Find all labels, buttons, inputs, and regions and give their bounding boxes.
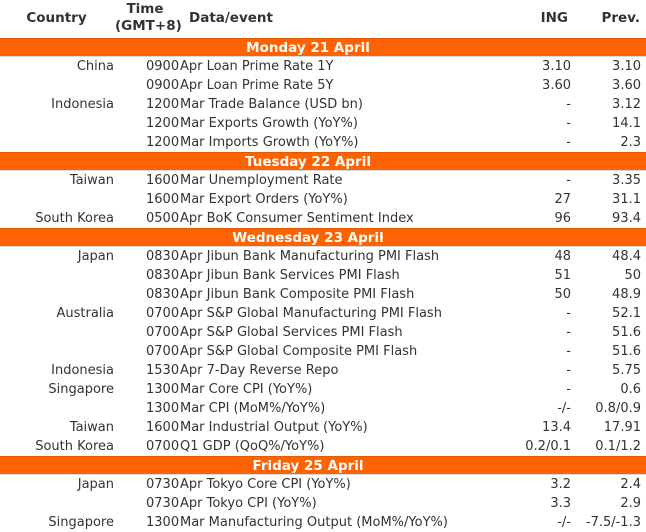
row-event: Apr S&P Global Services PMI Flash [180,325,403,340]
row-time: 1200 [146,116,180,131]
row-event: Apr Tokyo CPI (YoY%) [180,496,317,511]
day-section [0,38,646,152]
day-header: Monday 21 April [0,38,646,57]
row-time: 0900 [146,59,180,74]
row-previous: 50 [624,268,641,283]
row-event: Apr Loan Prime Rate 5Y [180,78,334,93]
row-ing-forecast: 3.2 [550,477,571,492]
row-time: 0730 [146,496,180,511]
row-time: 0700 [146,306,180,321]
row-time: 1200 [146,97,180,112]
row-event: Mar Exports Growth (YoY%) [180,116,358,131]
row-previous: 0.8/0.9 [595,401,641,416]
row-time: 0900 [146,78,180,93]
row-event: Apr S&P Global Composite PMI Flash [180,344,418,359]
row-event: Mar Industrial Output (YoY%) [180,420,368,435]
header-event: Data/event [189,10,273,26]
row-ing-forecast: - [566,173,571,188]
row-ing-forecast: - [566,344,571,359]
table-row [0,57,646,76]
header-time: Time (GMT+8) [115,1,182,34]
row-country: Taiwan [69,173,114,188]
row-ing-forecast: - [566,325,571,340]
row-time: 0700 [146,325,180,340]
row-country: China [76,59,114,74]
table-row [0,494,646,513]
row-time: 1600 [146,173,180,188]
row-event: Apr Loan Prime Rate 1Y [180,59,334,74]
header-country: Country [26,10,87,26]
table-row [0,304,646,323]
row-previous: 93.4 [612,211,641,226]
header-prev: Prev. [601,10,640,26]
row-ing-forecast: - [566,306,571,321]
table-row [0,266,646,285]
row-country: Australia [56,306,114,321]
row-country: Singapore [48,382,114,397]
row-event: Apr Jibun Bank Manufacturing PMI Flash [180,249,440,264]
row-country: Indonesia [51,97,114,112]
table-row [0,133,646,152]
row-country: South Korea [35,439,114,454]
row-time: 0500 [146,211,180,226]
table-body [0,38,646,532]
row-previous: 51.6 [612,325,641,340]
row-event: Mar CPI (MoM%/YoY%) [180,401,326,416]
table-row [0,285,646,304]
table-row [0,361,646,380]
row-ing-forecast: - [566,135,571,150]
row-time: 0700 [146,439,180,454]
table-row [0,513,646,532]
table-row [0,209,646,228]
day-section [0,456,646,532]
table-row [0,76,646,95]
row-event: Apr BoK Consumer Sentiment Index [180,211,414,226]
row-event: Mar Core CPI (YoY%) [180,382,313,397]
row-ing-forecast: 3.60 [542,78,571,93]
row-previous: 51.6 [612,344,641,359]
row-ing-forecast: 0.2/0.1 [525,439,571,454]
row-time: 0730 [146,477,180,492]
row-event: Mar Imports Growth (YoY%) [180,135,359,150]
row-previous: 3.10 [612,59,641,74]
row-ing-forecast: 3.10 [542,59,571,74]
row-previous: 3.35 [612,173,641,188]
row-ing-forecast: - [566,382,571,397]
row-ing-forecast: 48 [554,249,571,264]
row-ing-forecast: 96 [554,211,571,226]
row-previous: 52.1 [612,306,641,321]
row-previous: 0.1/1.2 [595,439,641,454]
table-header [0,0,646,38]
row-country: Japan [77,477,114,492]
row-event: Apr S&P Global Manufacturing PMI Flash [180,306,442,321]
day-header: Wednesday 23 April [0,228,646,247]
row-previous: 2.4 [620,477,641,492]
row-previous: 0.6 [620,382,641,397]
row-previous: 17.91 [603,420,641,435]
row-ing-forecast: 3.3 [550,496,571,511]
row-previous: 2.9 [620,496,641,511]
row-ing-forecast: 51 [554,268,571,283]
row-time: 1200 [146,135,180,150]
table-row [0,171,646,190]
row-time: 1600 [146,420,180,435]
row-country: Taiwan [69,420,114,435]
row-time: 1300 [146,515,180,530]
row-ing-forecast: - [566,363,571,378]
table-row [0,399,646,418]
row-previous: -7.5/-1.3 [585,515,641,530]
row-previous: 5.75 [612,363,641,378]
day-section [0,228,646,456]
row-country: Japan [77,249,114,264]
table-row [0,475,646,494]
table-row [0,380,646,399]
row-ing-forecast: 27 [554,192,571,207]
row-country: Indonesia [51,363,114,378]
row-event: Apr Tokyo Core CPI (YoY%) [180,477,351,492]
table-row [0,342,646,361]
day-section [0,152,646,228]
row-country: Singapore [48,515,114,530]
row-previous: 3.60 [612,78,641,93]
row-previous: 31.1 [612,192,641,207]
row-previous: 14.1 [612,116,641,131]
table-row [0,247,646,266]
table-row [0,114,646,133]
row-previous: 48.4 [612,249,641,264]
row-time: 0830 [146,268,180,283]
table-row [0,323,646,342]
row-event: Apr Jibun Bank Composite PMI Flash [180,287,415,302]
row-time: 1300 [146,382,180,397]
row-previous: 2.3 [620,135,641,150]
row-event: Mar Manufacturing Output (MoM%/YoY%) [180,515,448,530]
day-header: Tuesday 22 April [0,152,646,171]
row-ing-forecast: -/- [557,515,571,530]
row-time: 0830 [146,249,180,264]
row-event: Mar Trade Balance (USD bn) [180,97,363,112]
row-ing-forecast: 13.4 [542,420,571,435]
row-ing-forecast: -/- [557,401,571,416]
row-event: Mar Unemployment Rate [180,173,343,188]
table-row [0,418,646,437]
table-row [0,95,646,114]
day-header: Friday 25 April [0,456,646,475]
row-country: South Korea [35,211,114,226]
row-event: Q1 GDP (QoQ%/YoY%) [180,439,325,454]
row-ing-forecast: - [566,116,571,131]
row-ing-forecast: - [566,97,571,112]
header-ing: ING [540,10,568,26]
row-time: 1600 [146,192,180,207]
row-ing-forecast: 50 [554,287,571,302]
row-event: Apr 7-Day Reverse Repo [180,363,339,378]
row-time: 0830 [146,287,180,302]
row-previous: 48.9 [612,287,641,302]
row-previous: 3.12 [612,97,641,112]
table-row [0,437,646,456]
row-event: Mar Export Orders (YoY%) [180,192,348,207]
row-event: Apr Jibun Bank Services PMI Flash [180,268,400,283]
row-time: 0700 [146,344,180,359]
row-time: 1530 [146,363,180,378]
table-row [0,190,646,209]
row-time: 1300 [146,401,180,416]
